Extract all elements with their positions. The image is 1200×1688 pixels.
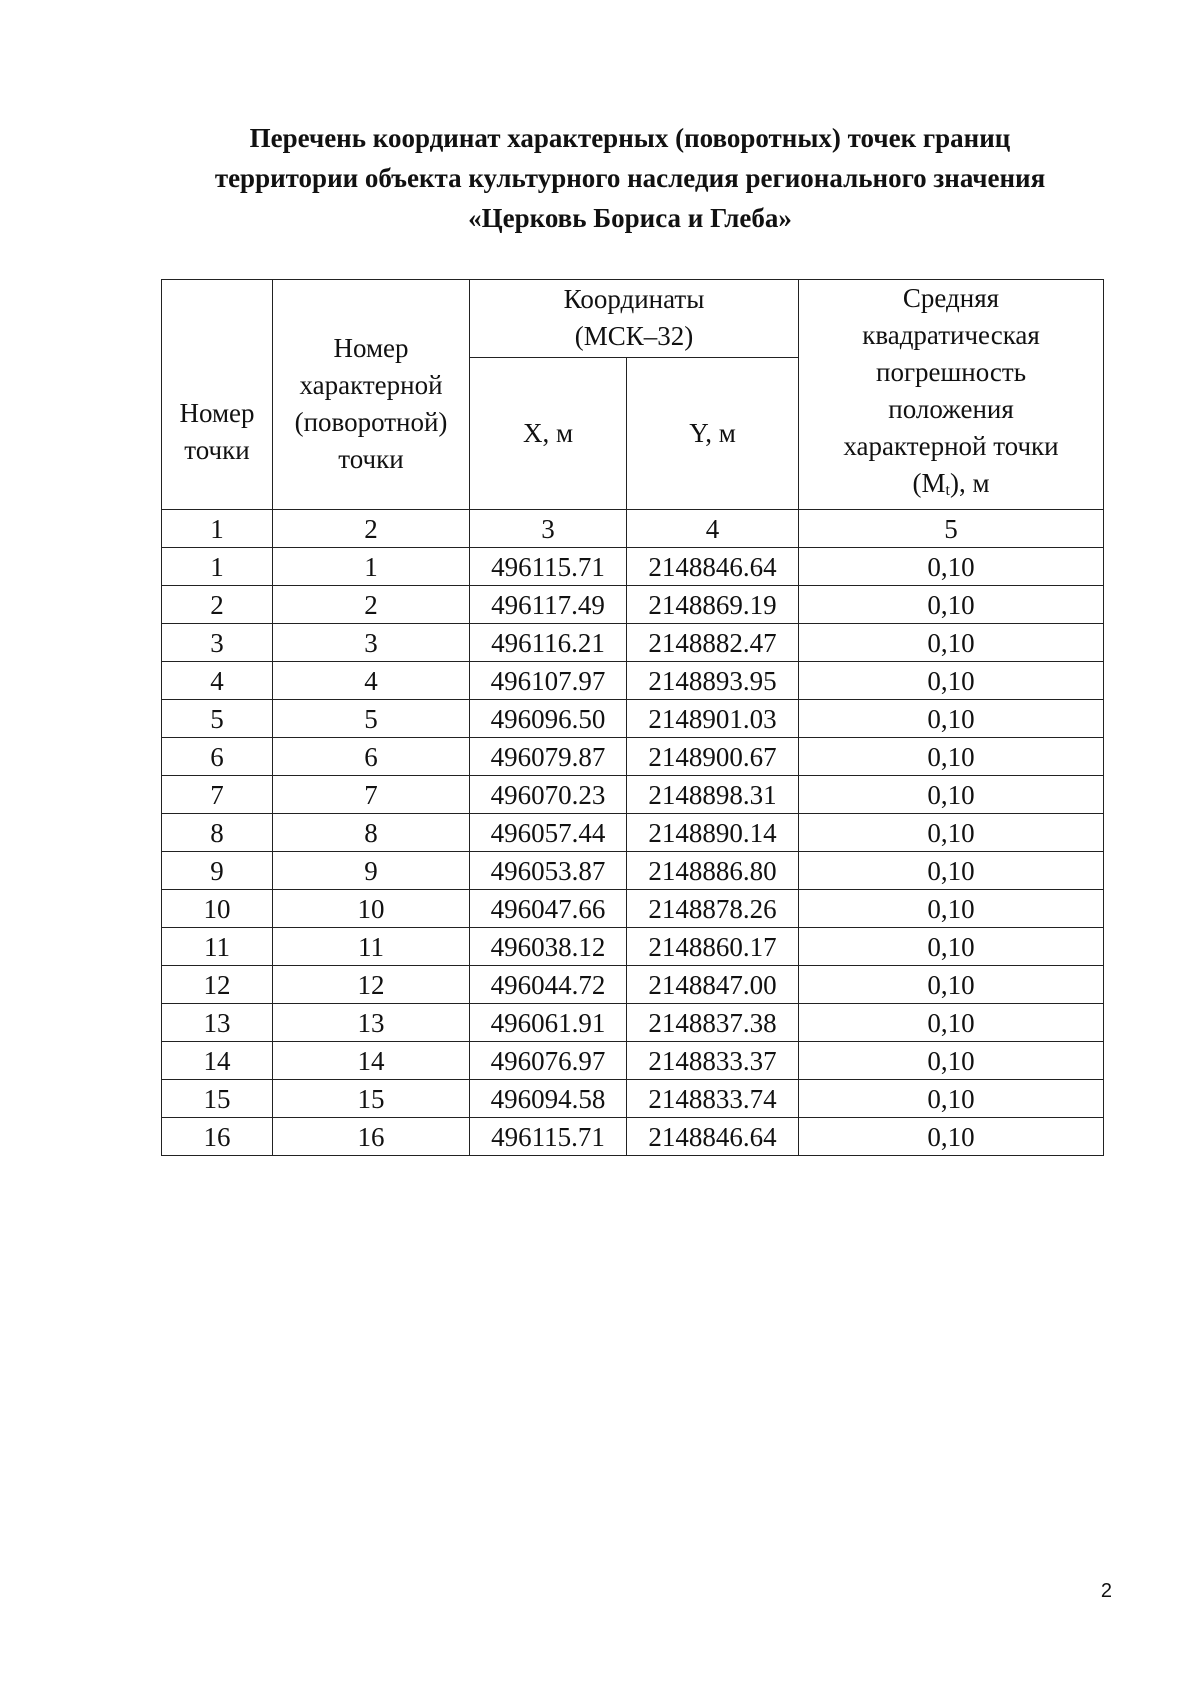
cell-x: 496107.97 [470,662,627,700]
cell-error: 0,10 [799,662,1104,700]
column-numbers-row [162,510,1104,548]
table-row [162,852,1104,890]
cell-y: 2148846.64 [627,1118,799,1156]
cell-y: 2148833.74 [627,1080,799,1118]
column-number: 3 [470,510,627,548]
cell-characteristic-point: 7 [273,776,470,814]
cell-x: 496096.50 [470,700,627,738]
table-row [162,966,1104,1004]
cell-characteristic-point: 6 [273,738,470,776]
cell-point-number: 11 [162,928,273,966]
header-y: Y, м [627,357,799,509]
table-row [162,1080,1104,1118]
cell-x: 496094.58 [470,1080,627,1118]
cell-x: 496076.97 [470,1042,627,1080]
cell-error: 0,10 [799,624,1104,662]
cell-x: 496057.44 [470,814,627,852]
cell-point-number: 15 [162,1080,273,1118]
cell-point-number: 16 [162,1118,273,1156]
cell-y: 2148846.64 [627,548,799,586]
table-row [162,738,1104,776]
cell-point-number: 6 [162,738,273,776]
document-title [150,118,1110,238]
cell-characteristic-point: 4 [273,662,470,700]
title-line-2: территории объекта культурного наследия регионального значения [214,163,1046,193]
cell-error: 0,10 [799,738,1104,776]
cell-error: 0,10 [799,966,1104,1004]
cell-error: 0,10 [799,776,1104,814]
table-row [162,624,1104,662]
table-row [162,814,1104,852]
page-number: 2 [1100,1580,1112,1602]
table-row [162,700,1104,738]
cell-point-number: 7 [162,776,273,814]
cell-y: 2148869.19 [627,586,799,624]
header-coordinates: Координаты (МСК–32) [470,280,799,358]
cell-x: 496116.21 [470,624,627,662]
cell-point-number: 14 [162,1042,273,1080]
cell-y: 2148900.67 [627,738,799,776]
cell-y: 2148878.26 [627,890,799,928]
cell-point-number: 5 [162,700,273,738]
cell-x: 496115.71 [470,1118,627,1156]
title-line-1: Перечень координат характерных (поворотных) точек границ [249,123,1011,153]
cell-error: 0,10 [799,1004,1104,1042]
cell-characteristic-point: 15 [273,1080,470,1118]
cell-y: 2148893.95 [627,662,799,700]
cell-y: 2148898.31 [627,776,799,814]
cell-characteristic-point: 12 [273,966,470,1004]
cell-y: 2148882.47 [627,624,799,662]
cell-x: 496117.49 [470,586,627,624]
cell-characteristic-point: 14 [273,1042,470,1080]
column-number: 2 [273,510,470,548]
cell-error: 0,10 [799,1042,1104,1080]
cell-error: 0,10 [799,890,1104,928]
cell-point-number: 3 [162,624,273,662]
cell-error: 0,10 [799,1118,1104,1156]
table-row [162,548,1104,586]
cell-error: 0,10 [799,586,1104,624]
cell-point-number: 10 [162,890,273,928]
cell-characteristic-point: 9 [273,852,470,890]
cell-characteristic-point: 10 [273,890,470,928]
table-row [162,1042,1104,1080]
column-number: 1 [162,510,273,548]
cell-y: 2148860.17 [627,928,799,966]
header-row-1 [162,280,1104,358]
cell-x: 496079.87 [470,738,627,776]
cell-characteristic-point: 3 [273,624,470,662]
cell-y: 2148837.38 [627,1004,799,1042]
cell-x: 496115.71 [470,548,627,586]
table-row [162,1004,1104,1042]
cell-x: 496047.66 [470,890,627,928]
cell-characteristic-point: 11 [273,928,470,966]
cell-error: 0,10 [799,548,1104,586]
table-row [162,662,1104,700]
header-x: X, м [470,357,627,509]
cell-x: 496070.23 [470,776,627,814]
table-row [162,1118,1104,1156]
header-point-number: Номер точки [162,280,273,510]
table-body [162,548,1104,1156]
cell-characteristic-point: 1 [273,548,470,586]
cell-error: 0,10 [799,814,1104,852]
cell-y: 2148833.37 [627,1042,799,1080]
cell-x: 496053.87 [470,852,627,890]
column-number: 4 [627,510,799,548]
table-row [162,928,1104,966]
cell-point-number: 12 [162,966,273,1004]
cell-point-number: 1 [162,548,273,586]
cell-error: 0,10 [799,1080,1104,1118]
cell-characteristic-point: 8 [273,814,470,852]
table-row [162,586,1104,624]
title-line-3: «Церковь Бориса и Глеба» [468,203,792,233]
cell-characteristic-point: 5 [273,700,470,738]
cell-x: 496044.72 [470,966,627,1004]
cell-x: 496038.12 [470,928,627,966]
cell-point-number: 8 [162,814,273,852]
cell-point-number: 13 [162,1004,273,1042]
cell-point-number: 2 [162,586,273,624]
cell-point-number: 4 [162,662,273,700]
cell-y: 2148847.00 [627,966,799,1004]
cell-y: 2148886.80 [627,852,799,890]
table-row [162,890,1104,928]
table-row [162,776,1104,814]
cell-characteristic-point: 16 [273,1118,470,1156]
coordinates-table [161,279,1104,1156]
cell-error: 0,10 [799,928,1104,966]
cell-y: 2148901.03 [627,700,799,738]
header-mean-square-error: Средняя квадратическая погрешность положения характерной точки $(M_t)$, м [799,280,1104,510]
cell-point-number: 9 [162,852,273,890]
cell-characteristic-point: 2 [273,586,470,624]
cell-characteristic-point: 13 [273,1004,470,1042]
header-characteristic-point-number: Номер характерной (поворотной) точки [273,280,470,510]
column-number: 5 [799,510,1104,548]
cell-error: 0,10 [799,700,1104,738]
cell-error: 0,10 [799,852,1104,890]
cell-y: 2148890.14 [627,814,799,852]
cell-x: 496061.91 [470,1004,627,1042]
